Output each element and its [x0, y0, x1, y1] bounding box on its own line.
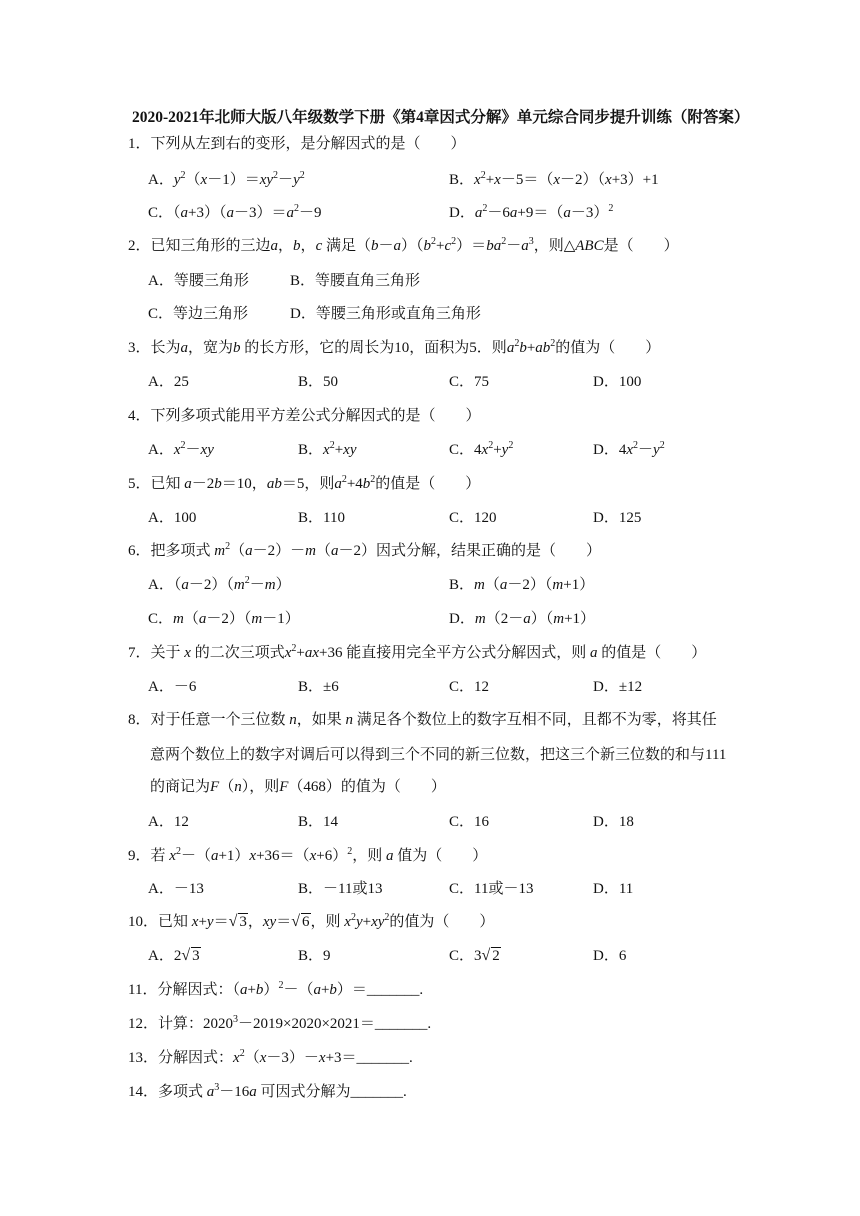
question-9: 9．若 $x^2-(a+1)x+36=(x+6)^2$，则 a 值为（ ）	[128, 846, 488, 864]
q3-option-a: A．25	[148, 374, 189, 390]
question-8-line-1: 8．对于任意一个三位数 n，如果 n 满足各个数位上的数字互相不同，且都不为零，将其任	[128, 712, 717, 728]
q10-option-c: C．3√ 2	[449, 947, 500, 964]
q7-option-d: D．±12	[593, 679, 643, 695]
q7-option-c: C．12	[449, 679, 490, 695]
q6-option-d: D．m（2－a）（m+1）	[449, 611, 596, 627]
page-title: 2020-2021年北师大版八年级数学下册《第4章因式分解》单元综合同步提升训练（附答案）	[132, 109, 750, 126]
question-8-line-2: 意两个数位上的数字对调后可以得到三个不同的新三位数，把这三个新三位数的和与111	[150, 747, 727, 763]
q5-option-c: C．120	[449, 510, 497, 526]
q1-option-d: D．$a^2-6a+9=(a-3)^2$	[449, 203, 614, 221]
q10-option-a: A．2√ 3	[148, 947, 200, 964]
q1-option-b: B．$x^2+x-5=(x-2)(x+3)+1$	[449, 170, 659, 188]
q9-option-b: B．－11或13	[298, 881, 383, 897]
q6-option-b: B．m（a－2）（m+1）	[449, 577, 595, 593]
q8-option-d: D．18	[593, 814, 634, 830]
question-2: 2．已知三角形的三边a，b，c 满足$(b-a)(b^2+c^2)=ba^2-a^3$，则△ABC是（ ）	[128, 236, 679, 254]
q9-option-a: A．－13	[148, 881, 204, 897]
q6-option-a: A．$(a-2)(m^2-m)$	[148, 575, 291, 593]
question-6: 6．把多项式 $m^2(a-2)-m(a-2)$因式分解，结果正确的是（ ）	[128, 541, 602, 559]
question-1: 1．下列从左到右的变形，是分解因式的是（ ）	[128, 136, 466, 152]
question-13: 13．分解因式：$x^2(x-3)-x+3=\_\_\_\_\_\_\_$.	[128, 1048, 413, 1066]
q5-option-d: D．125	[593, 510, 642, 526]
q9-option-c: C．11或－13	[449, 881, 534, 897]
question-5: 5．已知 a－2b＝10，ab＝5，则$a^2+4b^2$的值是（ ）	[128, 474, 481, 492]
q4-option-c: C．$4x^2+y^2$	[449, 440, 514, 458]
q8-option-c: C．16	[449, 814, 490, 830]
q7-option-a: A．－6	[148, 679, 197, 695]
question-10: 10．已知 x+y＝√ 3，xy＝√ 6，则 $x^2y+xy^2$的值为（ ）	[128, 912, 495, 930]
question-3: 3．长为a，宽为b 的长方形，它的周长为10，面积为5．则$a^2b+ab^2$的值为（ ）	[128, 338, 661, 356]
q3-option-d: D．100	[593, 374, 642, 390]
q4-option-a: A．$x^2-xy$	[148, 440, 214, 458]
question-11: 11．分解因式：$(a+b)^2-(a+b)=\_\_\_\_\_\_\_$.	[128, 980, 424, 998]
question-8-line-3: 的商记为F（n），则F（468）的值为（ ）	[150, 779, 446, 795]
q4-option-d: D．$4x^2-y^2$	[593, 440, 665, 458]
q3-option-c: C．75	[449, 374, 490, 390]
question-14: 14．多项式 $a^3-16a$ 可因式分解为_______.	[128, 1082, 407, 1100]
q8-option-a: A．12	[148, 814, 189, 830]
q4-option-b: B．$x^2+xy$	[298, 440, 357, 458]
q3-option-b: B．50	[298, 374, 339, 390]
q2-option-a: A．等腰三角形	[148, 273, 249, 289]
q2-option-d: D．等腰三角形或直角三角形	[290, 306, 481, 322]
question-7: 7．关于 x 的二次三项式$x^2+ax+36$ 能直接用完全平方公式分解因式，则 a 的值是（ ）	[128, 643, 707, 661]
q2-option-b: B．等腰直角三角形	[290, 273, 421, 289]
question-12: 12．计算：$2020^3-2019\times 2020\times 2021=\_\_\_\_\_\_\_$.	[128, 1014, 432, 1032]
q1-option-c: C．$(a+3)(a-3)=a^2-9$	[148, 203, 322, 221]
q2-option-c: C．等边三角形	[148, 306, 249, 322]
q1-option-a: A．$y^2(x-1)=xy^2-y^2$	[148, 170, 305, 188]
q8-option-b: B．14	[298, 814, 339, 830]
q6-option-c: C．m（a－2）（m－1）	[148, 611, 300, 627]
q5-option-a: A．100	[148, 510, 197, 526]
q9-option-d: D．11	[593, 881, 634, 897]
q10-option-b: B．9	[298, 948, 331, 964]
q5-option-b: B．110	[298, 510, 345, 526]
question-4: 4．下列多项式能用平方差公式分解因式的是（ ）	[128, 408, 481, 424]
q7-option-b: B．±6	[298, 679, 339, 695]
q10-option-d: D．6	[593, 948, 627, 964]
